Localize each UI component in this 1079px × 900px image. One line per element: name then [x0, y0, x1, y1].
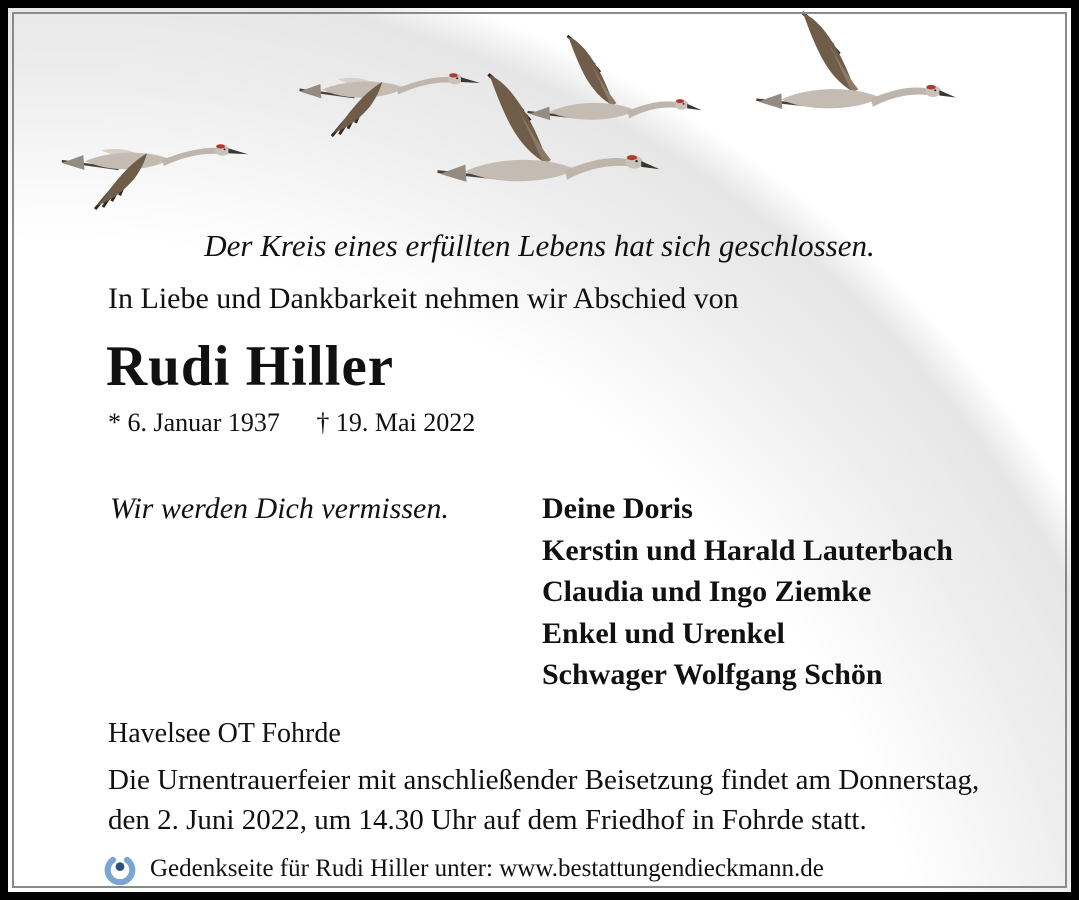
life-dates	[108, 408, 475, 438]
epigraph: Der Kreis eines erfüllten Lebens hat sich geschlossen.	[204, 228, 875, 263]
deceased-name: Rudi Hiller	[106, 335, 395, 398]
location-line: Havelsee OT Fohrde	[108, 718, 341, 749]
ceremony-text	[108, 760, 979, 840]
mourner-name: Claudia und Ingo Ziemke	[542, 575, 872, 608]
mourner-name: Deine Doris	[542, 492, 693, 525]
crane-icon	[52, 110, 248, 218]
ceremony-line: Die Urnentrauerfeier mit anschließender Beisetzung findet am Donnerstag,	[108, 764, 980, 796]
crane-icon	[428, 72, 660, 234]
farewell-quote: Wir werden Dich vermissen.	[110, 492, 449, 525]
mourners-list	[542, 488, 953, 696]
memorial-line: Gedenkseite für Rudi Hiller unter: www.bestattungendieckmann.de	[150, 855, 824, 882]
memorial-row	[103, 851, 824, 887]
crane-icon	[748, 10, 956, 156]
ceremony-line: den 2. Juni 2022, um 14.30 Uhr auf dem Friedhof in Fohrde statt.	[108, 804, 867, 836]
intro-line: In Liebe und Dankbarkeit nehmen wir Abschied von	[108, 282, 739, 315]
mourner-name: Enkel und Urenkel	[542, 616, 785, 650]
mourner-name: Schwager Wolfgang Schön	[542, 658, 883, 691]
death-date: † 19. Mai 2022	[316, 408, 476, 437]
mourner-name: Kerstin und Harald Lauterbach	[542, 533, 953, 567]
memorial-logo-icon	[103, 852, 137, 886]
birth-date: * 6. Januar 1937	[108, 408, 280, 437]
